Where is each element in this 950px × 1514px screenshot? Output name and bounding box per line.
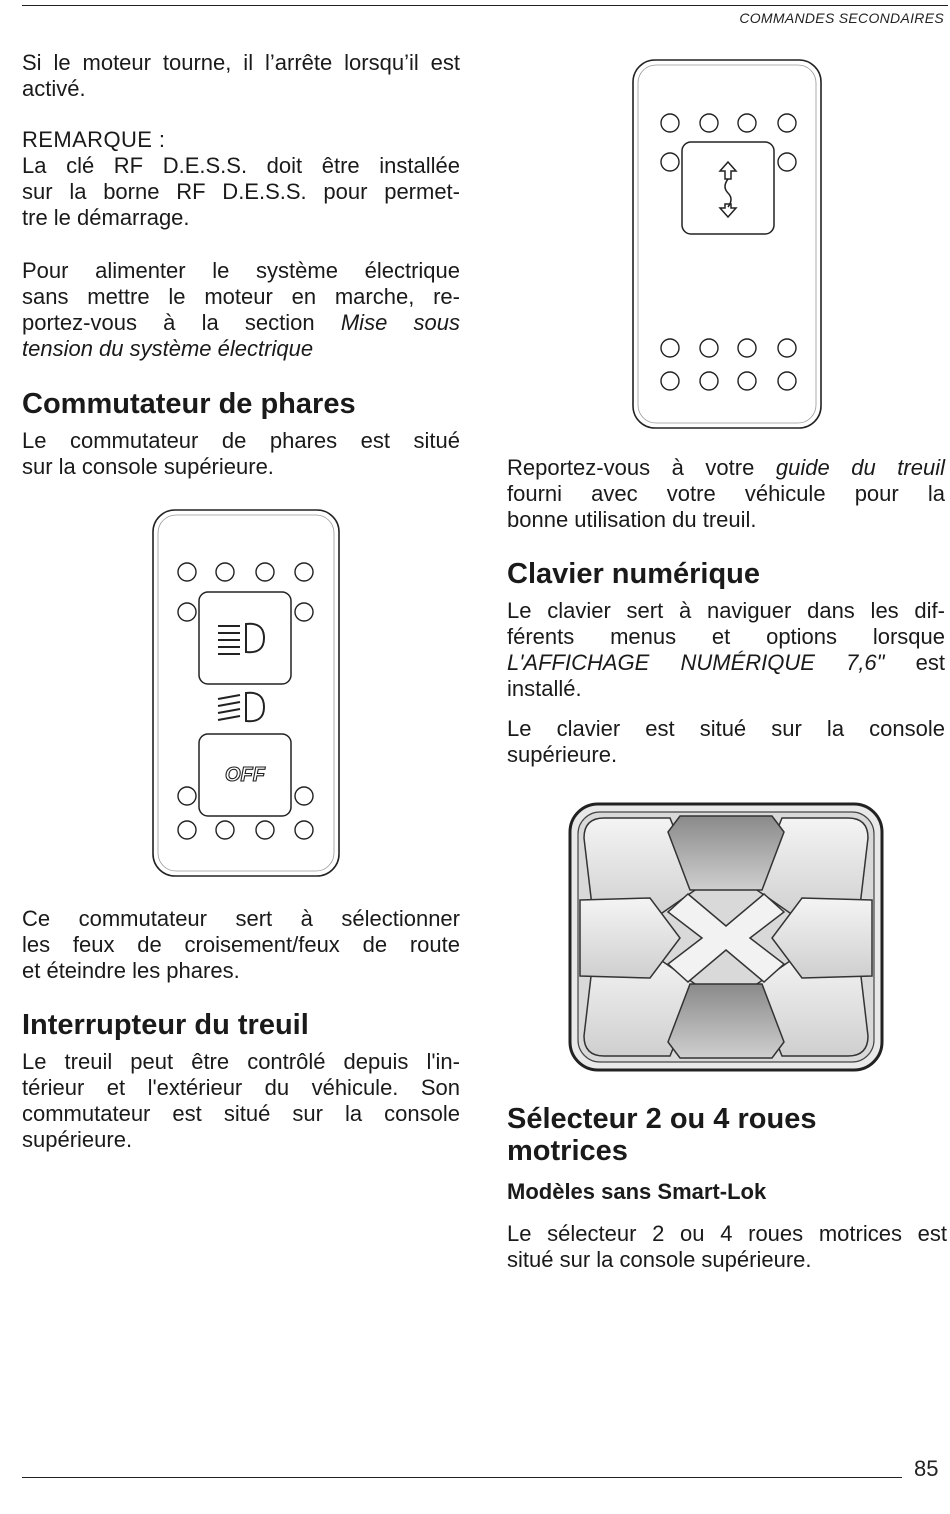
treuil-ref-line-1b-link: guide du treuil [775,455,945,480]
alimenter-line-2: sans mettre le moteur en marche, re- [22,284,460,309]
selecteur-line-2: situé sur la console supérieure. [507,1247,812,1272]
footer-rule [22,1477,902,1478]
headlight-switch-icon [150,508,344,880]
clavier-line-3b: est [915,650,945,675]
alimenter-line-4-link: tension du système électrique [22,336,314,361]
remarque-line-1: La clé RF D.E.S.S. doit être installée [22,153,460,178]
keypad-figure [568,802,886,1074]
treuil-line-3: commutateur est situé sur la console [22,1101,460,1126]
page-number: 85 [914,1456,939,1481]
section-phares [22,388,460,480]
clavier-line-4: installé. [507,676,582,701]
clavier2-line-1: Le clavier est situé sur la console [507,716,945,741]
alimenter-line-3b-link: Mise sous [340,310,460,335]
clavier-line-2: férents menus et options lorsque [507,624,945,649]
clavier-line-1: Le clavier sert à naviguer dans les dif- [507,598,945,623]
paragraph-alimenter [22,258,460,362]
section-selecteur [507,1103,947,1273]
heading-commutateur-phares: Commutateur de phares [22,388,356,420]
heading-interrupteur-treuil: Interrupteur du treuil [22,1009,309,1041]
selecteur-line-1: Le sélecteur 2 ou 4 roues motrices est [507,1221,947,1246]
paragraph-phares-usage [22,906,460,984]
treuil-ref-line-3: bonne utilisation du treuil. [507,507,757,532]
heading-selecteur-l1: Sélecteur 2 ou 4 roues [507,1103,817,1135]
heading-clavier-numerique: Clavier numérique [507,558,761,590]
treuil-ref-line-1a: Reportez-vous à votre [507,455,755,480]
remarque-line-3: tre le démarrage. [22,205,190,230]
remarque-label: REMARQUE : [22,127,166,152]
paragraph-moteur: Si le moteur tourne, il l’arrête lorsqu’il est activé. [22,50,460,101]
phares-usage-line-1: Ce commutateur sert à sélectionner [22,906,460,931]
winch-switch-icon [630,58,826,432]
heading-selecteur-l2: motrices [507,1135,628,1167]
treuil-ref-line-1 [507,455,945,481]
heading-modeles-sans-smart-lok: Modèles sans Smart-Lok [507,1179,767,1204]
paragraph-treuil-ref [507,455,945,533]
alimenter-line-3a: portez-vous à la section [22,310,315,335]
clavier-line-3 [507,650,945,676]
off-label: OFF [225,764,265,786]
remarque-block [22,127,460,231]
running-head: COMMANDES SECONDAIRES [739,10,944,26]
section-treuil [22,1009,460,1153]
treuil-line-4: supérieure. [22,1127,133,1152]
clavier2-line-2: supérieure. [507,742,618,767]
phares-usage-line-3: et éteindre les phares. [22,958,240,983]
treuil-ref-line-2: fourni avec votre véhicule pour la [507,481,945,506]
treuil-line-1: Le treuil peut être contrôlé depuis l'in- [22,1049,460,1074]
alimenter-line-1: Pour alimenter le système électrique [22,258,460,283]
winch-switch-figure [630,58,826,432]
section-clavier [507,558,945,768]
alimenter-line-3 [22,310,460,336]
headlight-switch-figure [150,508,344,880]
phares-line-1: Le commutateur de phares est situé [22,428,460,453]
remarque-line-2: sur la borne RF D.E.S.S. pour permet- [22,179,460,204]
header-rule [22,5,948,6]
left-column [22,50,460,102]
phares-usage-line-2: les feux de croisement/feux de route [22,932,460,957]
clavier-line-3a: L'AFFICHAGE NUMÉRIQUE 7,6" [507,650,885,675]
phares-line-2: sur la console supérieure. [22,454,274,479]
keypad-icon [568,802,886,1074]
treuil-line-2: térieur et l'extérieur du véhicule. Son [22,1075,460,1100]
